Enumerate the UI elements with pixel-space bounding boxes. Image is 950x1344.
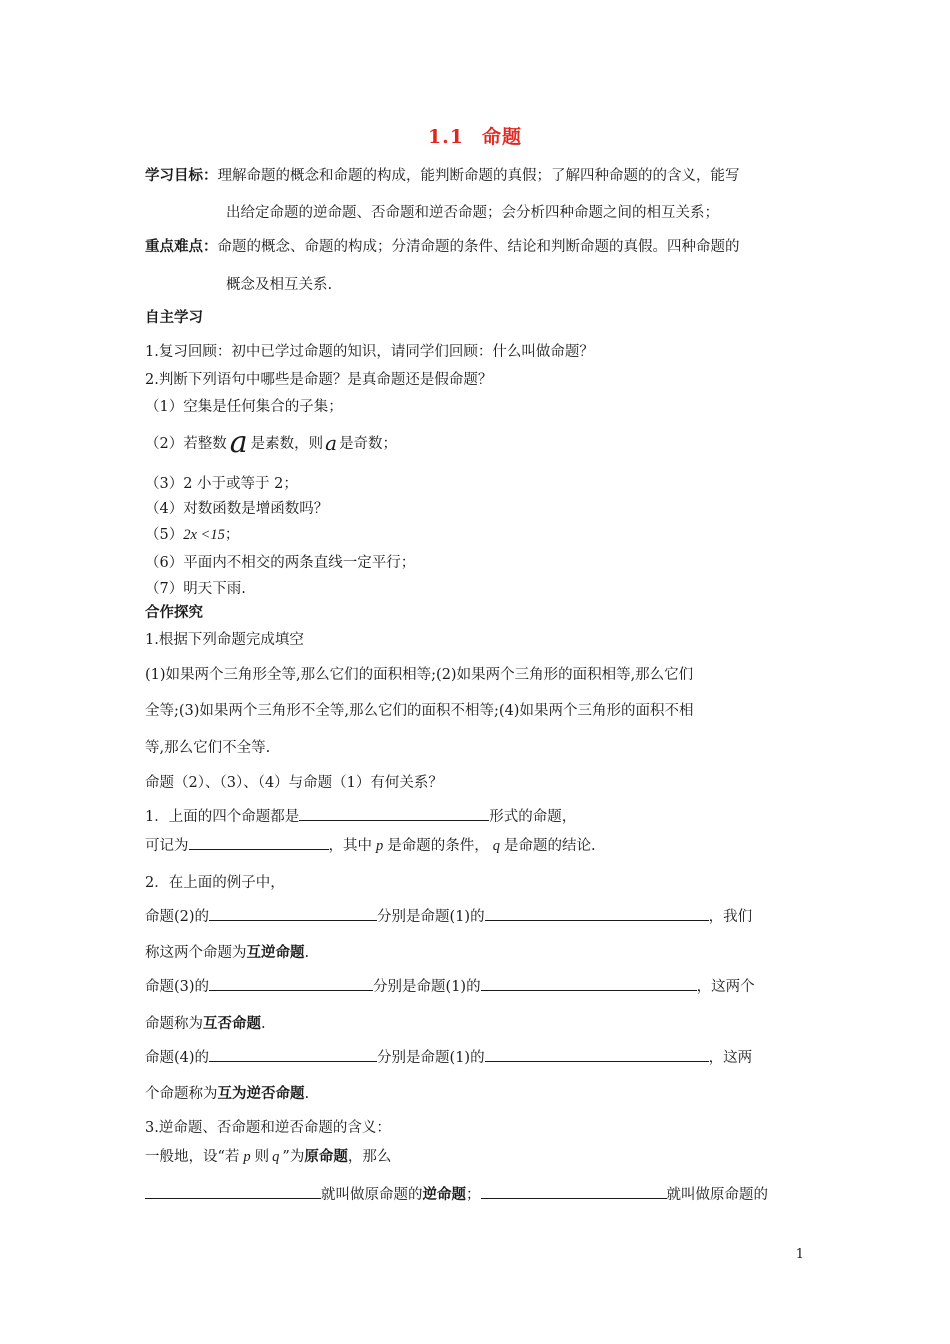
meaning-line-2: 就叫做原命题的逆命题； 就叫做原命题的 — [145, 1183, 768, 1204]
answer-blank[interactable] — [189, 835, 329, 850]
statement-3: （3）2 小于或等于 2； — [145, 476, 298, 492]
fill-line-2: 可记为 ，其中 p 是命题的条件， q 是命题的结论. — [145, 834, 596, 855]
variable-a: a — [229, 425, 248, 460]
statement-4: （4）对数函数是增函数吗？ — [145, 501, 329, 517]
answer-blank[interactable] — [209, 1047, 377, 1062]
page-number: 1 — [795, 1247, 804, 1262]
answer-blank[interactable] — [481, 1184, 667, 1199]
meaning-line-1: 一般地，设“若 p 则 q ”为原命题，那么 — [145, 1149, 392, 1165]
keypoints-label: 重点难点： — [145, 239, 218, 255]
relation-line-4b: 个命题称为互为逆否命题. — [145, 1086, 310, 1102]
coop-heading: 合作探究 — [145, 605, 203, 621]
coop-paragraph-line-2: 全等;(3)如果两个三角形不全等,那么它们的面积不相等;(4)如果两个三角形的面积不相 — [145, 703, 694, 719]
answer-blank[interactable] — [299, 806, 489, 821]
math-inequality: 2x <15 — [183, 527, 225, 543]
coop-paragraph-line-1: (1)如果两个三角形全等,那么它们的面积相等;(2)如果两个三角形的面积相等,那么它们 — [145, 667, 694, 683]
objectives-label: 学习目标： — [145, 168, 218, 184]
answer-blank[interactable] — [209, 906, 377, 921]
fill-line-1: 1．上面的四个命题都是 形式的命题， — [145, 805, 576, 826]
page-title — [0, 122, 950, 149]
objectives-line-1: 学习目标：理解命题的概念和命题的构成，能判断命题的真假；了解四种命题的的含义，能写 — [145, 168, 740, 184]
statement-1: （1）空集是任何集合的子集； — [145, 399, 343, 415]
answer-blank[interactable] — [485, 1047, 709, 1062]
relation-line-2: 命题(2)的 分别是命题(1)的 ，我们 — [145, 905, 752, 926]
statement-5: （5）2x <15； — [145, 527, 240, 543]
relation-line-2b: 称这两个命题为互逆命题. — [145, 945, 310, 961]
keypoints-line-2: 概念及相互关系. — [226, 277, 333, 293]
variable-a: a — [325, 431, 338, 455]
self-study-q1: 1.复习回顾：初中已学过命题的知识，请同学们回顾：什么叫做命题？ — [145, 344, 594, 360]
answer-blank[interactable] — [481, 976, 697, 991]
fill-line-3: 2．在上面的例子中， — [145, 875, 285, 891]
statement-7: （7）明天下雨. — [145, 581, 246, 597]
title-text: 命题 — [482, 126, 523, 148]
statement-6: （6）平面内不相交的两条直线一定平行； — [145, 555, 416, 571]
self-study-heading: 自主学习 — [145, 310, 203, 326]
answer-blank[interactable] — [485, 906, 709, 921]
title-number: 1.1 — [427, 126, 465, 148]
answer-blank[interactable] — [145, 1184, 321, 1199]
answer-blank[interactable] — [209, 976, 373, 991]
meaning-heading: 3.逆命题、否命题和逆否命题的含义： — [145, 1120, 391, 1136]
statement-2: （2）若整数 a 是素数，则 a 是奇数； — [145, 425, 398, 460]
relation-question: 命题（2）、（3）、（4）与命题（1）有何关系？ — [145, 775, 443, 791]
relation-line-3: 命题(3)的 分别是命题(1)的 ，这两个 — [145, 975, 755, 996]
relation-line-4: 命题(4)的 分别是命题(1)的 ，这两 — [145, 1046, 752, 1067]
coop-paragraph-line-3: 等,那么它们不全等. — [145, 740, 271, 756]
self-study-q2: 2.判断下列语句中哪些是命题？是真命题还是假命题？ — [145, 372, 493, 388]
coop-q1: 1.根据下列命题完成填空 — [145, 632, 304, 648]
objectives-line-2: 出给定命题的逆命题、否命题和逆否命题；会分析四种命题之间的相互关系； — [226, 205, 719, 221]
keypoints-line-1: 重点难点：命题的概念、命题的构成；分清命题的条件、结论和判断命题的真假。四种命题的 — [145, 239, 740, 255]
relation-line-3b: 命题称为互否命题. — [145, 1016, 266, 1032]
